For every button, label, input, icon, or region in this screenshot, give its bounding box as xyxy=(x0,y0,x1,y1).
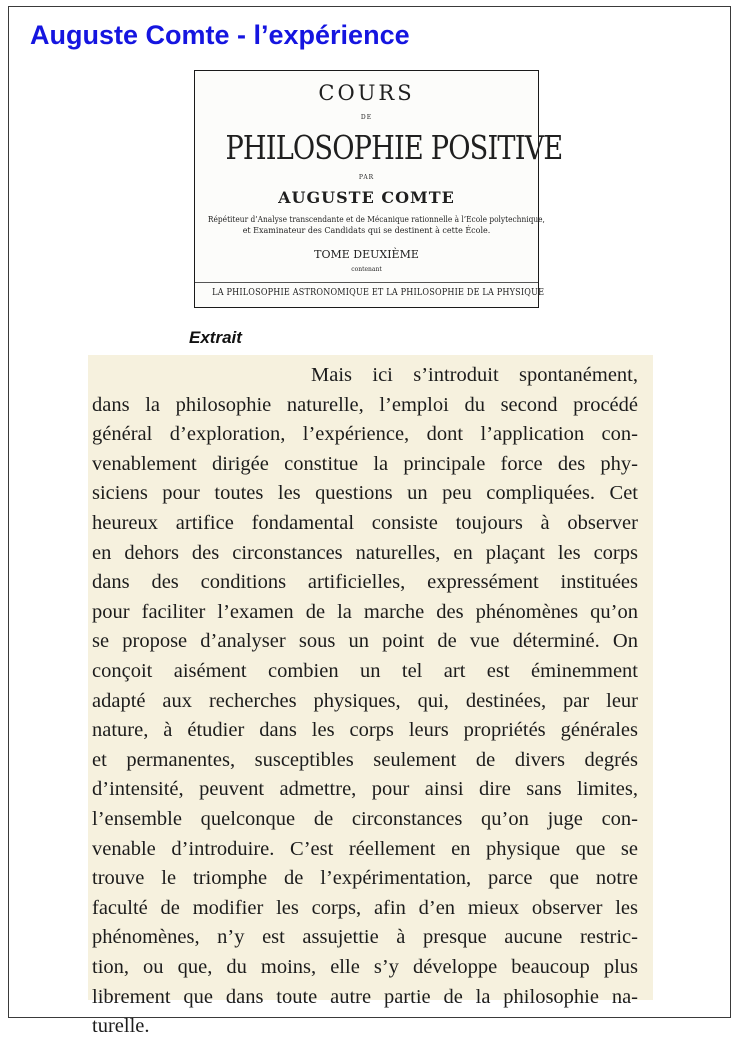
extract-line: pour faciliter l’examen de la marche des phénomènes qu’on xyxy=(92,600,638,623)
title-page-author: AUGUSTE COMTE xyxy=(278,188,455,207)
book-title-page xyxy=(194,70,563,308)
title-page-par: PAR xyxy=(358,174,375,181)
extract-line: dans des conditions artificielles, expressément instituées xyxy=(92,571,638,594)
title-page-contenant: contenant xyxy=(351,266,382,273)
extract-line: et permanentes, susceptibles seulement de divers degrés xyxy=(92,748,638,771)
extract-line: nature, à étudier dans les corps leurs propriétés générales xyxy=(92,719,638,742)
extract-line: faculté de modifier les corps, afin d’en mieux observer les xyxy=(92,896,638,919)
extract-label: Extrait xyxy=(189,328,242,347)
extract-line: dans la philosophie naturelle, l’emploi du second procédé xyxy=(92,393,638,416)
extract-line: conçoit aisément combien un tel art est éminemment xyxy=(92,660,638,682)
title-page-cours: COURS xyxy=(318,81,415,105)
title-page-subject: LA PHILOSOPHIE ASTRONOMIQUE ET LA PHILOSOPHIE DE LA PHYSIQUE xyxy=(212,288,545,298)
extract-line: venablement dirigée constitue la principale force des phy- xyxy=(92,452,638,475)
extract-line: en dehors des circonstances naturelles, en plaçant les corps xyxy=(92,541,638,564)
extract-line: l’ensemble quelconque de circonstances qu’on juge con- xyxy=(92,808,638,830)
extract-line: adapté aux recherches physiques, qui, destinées, par leur xyxy=(92,689,638,712)
extract-line: phénomènes, n’y est assujettie à presque aucune restric- xyxy=(92,926,638,949)
extract-line: Mais ici s’introduit spontanément, xyxy=(311,364,638,386)
extract-line: librement que dans toute autre partie de la philosophie na- xyxy=(92,985,638,1008)
extract-line: heureux artifice fondamental consiste toujours à observer xyxy=(92,512,638,534)
extract-line: d’intensité, peuvent admettre, pour ainsi dire sans limites, xyxy=(92,778,638,801)
extract-line: venable d’introduire. C’est réellement en physique que se xyxy=(92,837,638,860)
title-page-tome: TOME DEUXIÈME xyxy=(314,248,419,261)
page-title: Auguste Comte - l’expérience xyxy=(30,20,410,50)
extract-line: tion, ou que, du moins, elle s’y développe beaucoup plus xyxy=(92,956,638,978)
extract-line: siciens pour toutes les questions un peu compliquées. Cet xyxy=(92,482,638,505)
extract-line: se propose d’analyser sous un point de vue déterminé. On xyxy=(92,630,638,653)
extract-line: turelle. xyxy=(92,1015,150,1038)
title-page-rule xyxy=(195,282,538,283)
title-page-description-line-1: Répétiteur d’Analyse transcendante et de Mécanique rationnelle à l’École polytechnique, xyxy=(207,215,545,224)
extract-line: trouve le triomphe de l’expérimentation, parce que notre xyxy=(92,867,638,890)
title-page-de: DE xyxy=(360,114,373,121)
title-page-description-line-2: et Examinateur des Candidats qui se destinent à cette École. xyxy=(242,226,491,235)
extract-line: général d’exploration, l’expérience, dont l’application con- xyxy=(92,423,638,446)
title-page-main-title: PHILOSOPHIE POSITIVE xyxy=(225,128,563,167)
